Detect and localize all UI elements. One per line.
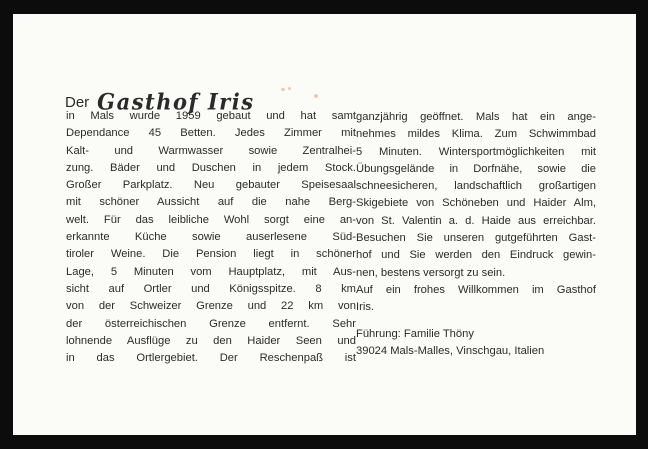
text-line: ganzjährig geöffnet. Mals hat ein ange- [356,111,596,123]
text-line: 5 Minuten. Wintersportmöglichkeiten mit [356,145,596,158]
right-column [356,109,596,360]
text-line: Skigebiete von Schöneben und Haider Alm, [356,197,596,210]
text-line: sicht auf Ortler und Königsspitze. 8 km [66,282,356,295]
text-line: Auf ein frohes Willkommen im Gasthof [356,283,596,296]
text-line: in das Ortlergebiet. Der Reschenpaß ist [66,352,356,365]
left-column [66,108,356,367]
text-line: schneesicheren, landschaftlich großartigen [356,180,596,193]
text-line: lohnende Ausflüge zu den Haider Seen und [66,334,356,347]
postcard [13,14,636,435]
text-line: nen, bestens versorgt zu sein. [356,266,506,279]
stain-spot [314,94,318,98]
text-line: Übungsgelände in Dorfnähe, sowie die [356,162,596,175]
text-line: der österreichischen Grenze entfernt. Sehr [66,317,356,330]
text-line: Besuchen Sie unseren gutgeführten Gast- [356,232,596,245]
text-line: mit schöner Aussicht auf die nahe Berg- [66,196,356,209]
stain-spot [281,88,285,91]
text-line: welt. Für das leibliche Wohl sorgt eine an- [66,213,356,226]
text-line: hof und Sie werden den Eindruck gewin- [356,249,596,262]
hotel-name: Gasthof Iris [97,88,255,115]
text-line: Lage, 5 Minuten vom Hauptplatz, mit Aus- [66,265,356,278]
text-line: Kalt- und Warmwasser sowie Zentralhei- [66,144,356,157]
text-line: Großer Parkplatz. Neu gebauter Speisesaal [66,179,356,192]
heading-prefix: Der [65,94,90,111]
management-line: Führung: Familie Thöny [356,327,474,340]
text-line: zung. Bäder und Duschen in jedem Stock. [66,161,356,174]
address-line: 39024 Mals-Malles, Vinschgau, Italien [356,344,545,357]
text-line: nehmes mildes Klima. Zum Schwimmbad [356,128,596,141]
text-line: von St. Valentin a. d. Haide aus erreichbar. [356,214,596,227]
stain-spot [288,87,291,90]
text-line: tiroler Weine. Die Pension liegt in schöner [66,248,356,261]
text-line: Dependance 45 Betten. Jedes Zimmer mit [66,127,356,140]
text-line: in Mals wurde 1959 gebaut und hat samt [66,110,356,122]
text-line: erkannte Küche sowie auserlesene Süd- [66,231,356,244]
spacer [356,317,596,326]
text-line: Iris. [356,301,375,314]
text-line: von der Schweizer Grenze und 22 km von [66,300,356,313]
